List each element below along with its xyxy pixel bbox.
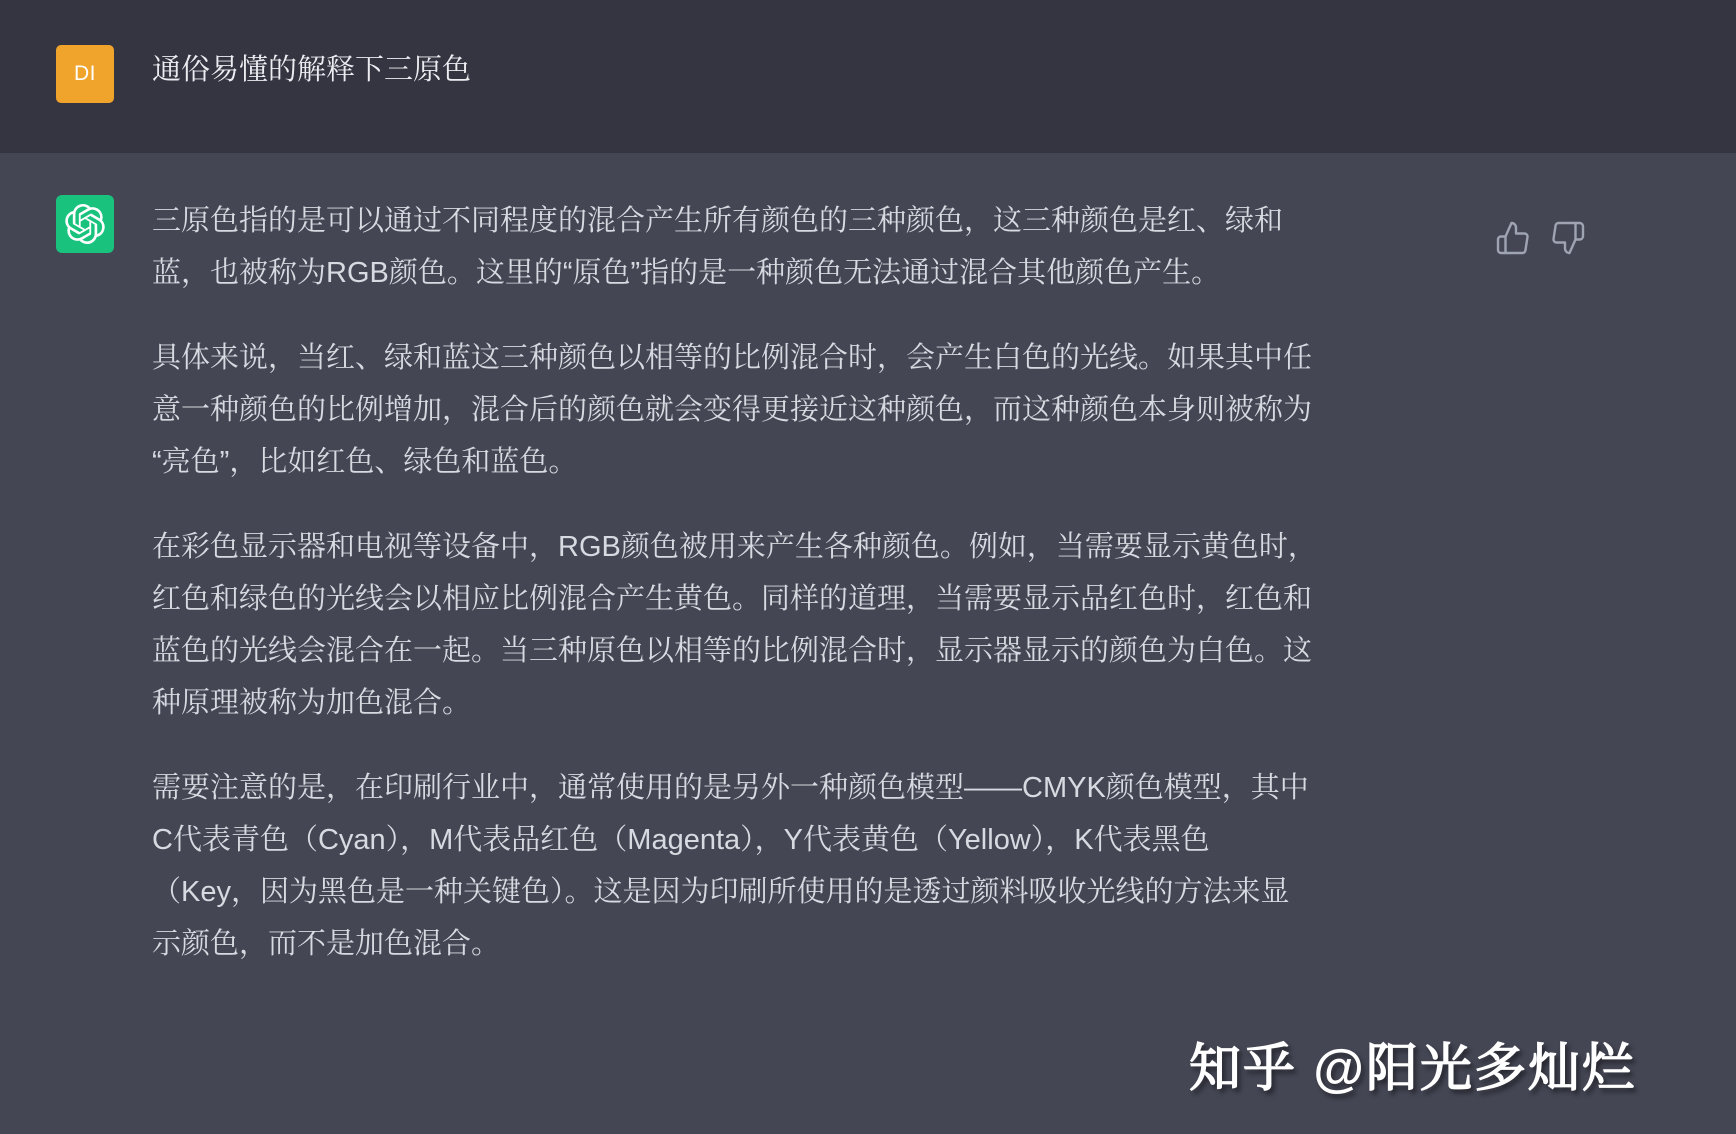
text-line: 种原理被称为加色混合。 [152,687,472,719]
user-avatar-initials: DI [74,62,96,85]
thumbs-up-icon[interactable] [1494,219,1532,257]
text-line: 蓝色的光线会混合在一起。当三种原色以相等的比例混合时，显示器显示的颜色为白色。这 [152,635,1313,667]
text-line: 意一种颜色的比例增加，混合后的颜色就会变得更接近这种颜色，而这种颜色本身则被称为 [152,394,1313,426]
chatgpt-avatar [56,195,114,253]
text-line: 具体来说，当红、绿和蓝这三种颜色以相等的比例混合时，会产生白色的光线。如果其中任 [152,342,1313,374]
text-line: 需要注意的是，在印刷行业中，通常使用的是另外一种颜色模型——CMYK颜色模型，其中 [152,772,1309,804]
text-line: （Key，因为黑色是一种关键色）。这是因为印刷所使用的是透过颜料吸收光线的方法来显 [152,876,1290,908]
zhihu-watermark: 知乎 @阳光多灿烂 [1188,1040,1636,1098]
text-line: 蓝，也被称为RGB颜色。这里的“原色”指的是一种颜色无法通过混合其他颜色产生。 [152,257,1221,289]
text-line: 红色和绿色的光线会以相应比例混合产生黄色。同样的道理，当需要显示品红色时，红色和 [152,583,1313,615]
text-line: “亮色”，比如红色、绿色和蓝色。 [152,446,578,478]
user-message-text: 通俗易懂的解释下三原色 [152,54,472,86]
message-actions [1494,219,1587,257]
thumbs-down-icon[interactable] [1549,219,1587,257]
text-line: 示颜色，而不是加色混合。 [152,928,501,960]
user-avatar [56,45,114,103]
assistant-paragraph [152,195,1352,299]
assistant-message-row [0,153,1736,1134]
user-message-row [0,0,1736,153]
assistant-message-text [152,195,1352,970]
assistant-paragraph [152,762,1352,970]
text-line: C代表青色（Cyan），M代表品红色（Magenta），Y代表黄色（Yellow），K代表黑色 [152,824,1210,856]
assistant-paragraph [152,521,1352,729]
text-line: 在彩色显示器和电视等设备中，RGB颜色被用来产生各种颜色。例如，当需要显示黄色时， [152,531,1317,563]
openai-logo-icon [65,204,105,244]
text-line: 三原色指的是可以通过不同程度的混合产生所有颜色的三种颜色，这三种颜色是红、绿和 [152,205,1284,237]
assistant-paragraph [152,332,1352,488]
